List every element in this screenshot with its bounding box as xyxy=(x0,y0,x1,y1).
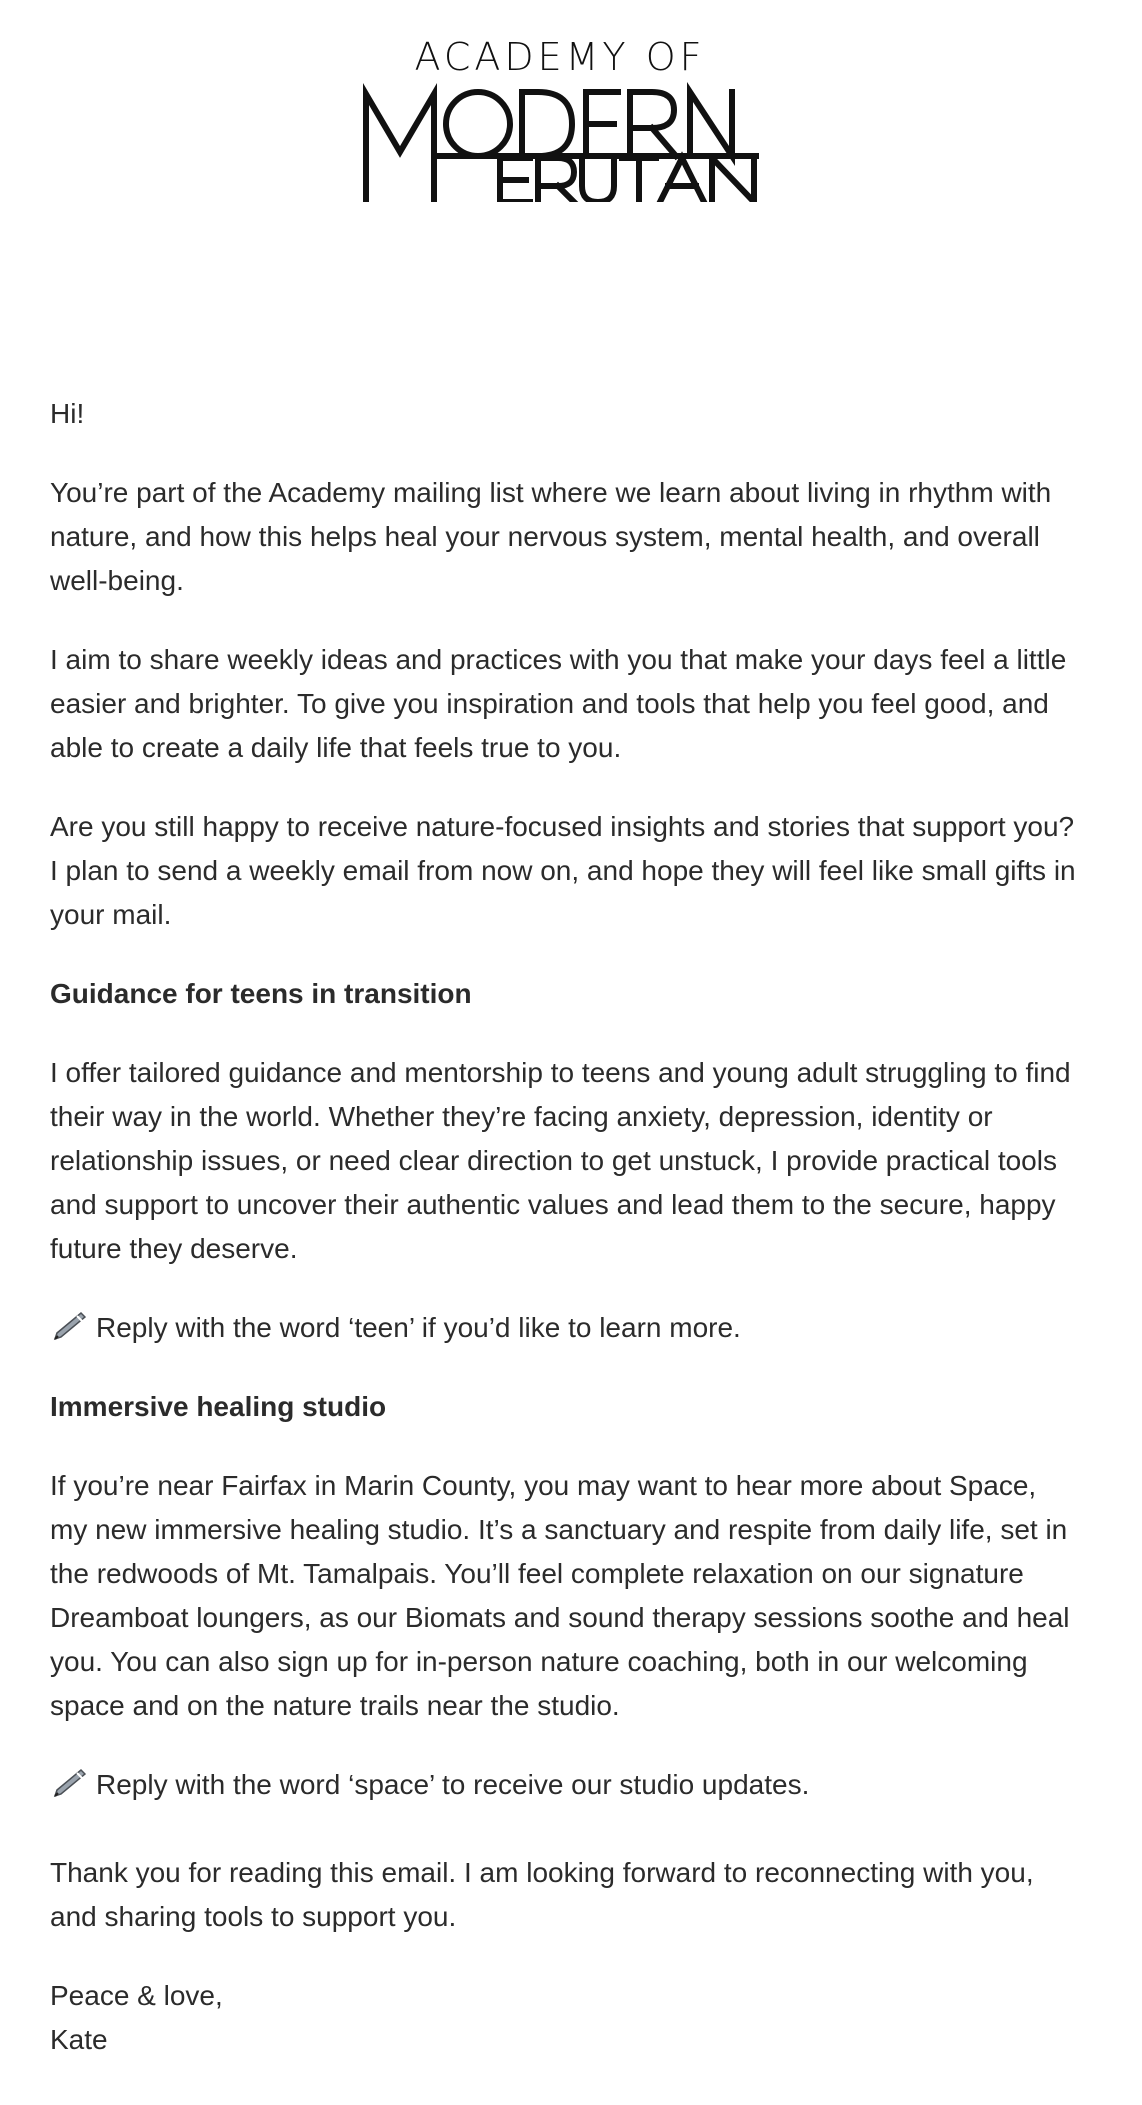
logo-wordmark xyxy=(360,82,760,202)
studio-paragraph: If you’re near Fairfax in Marin County, you may want to hear more about Space, my new immersive healing studio. It’s a sanctuary and respite from daily life, set in the redwoods of Mt. Tamalpais. You’ll feel complete relaxation on our signature Dreamboat loungers, as our Biomats and sound therapy sessions soothe and heal you. You can also sign up for in-person nature coaching, both in our welcoming space and on the nature trails near the studio. xyxy=(50,1470,1070,1721)
teens-reply-line xyxy=(50,1306,1080,1350)
teens-heading: Guidance for teens in transition xyxy=(50,978,472,1009)
studio-reply-text: Reply with the word ‘space’ to receive our studio updates. xyxy=(96,1769,810,1800)
thanks-paragraph: Thank you for reading this email. I am looking forward to reconnecting with you, and sharing tools to support you. xyxy=(50,1857,1034,1932)
academy-logo xyxy=(350,35,770,202)
logo-top-line: ACADEMY OF xyxy=(414,35,706,79)
question-paragraph: Are you still happy to receive nature-focused insights and stories that support you? I plan to send a weekly email from now on, and hope they will feel like small gifts in your mail. xyxy=(50,811,1076,930)
studio-heading: Immersive healing studio xyxy=(50,1391,387,1422)
teens-reply-text: Reply with the word ‘teen’ if you’d like to learn more. xyxy=(96,1312,741,1343)
pen-icon xyxy=(50,1311,86,1341)
signoff: Peace & love, xyxy=(50,1980,223,2011)
greeting: Hi! xyxy=(50,398,85,429)
signature: Kate xyxy=(50,2024,108,2055)
aim-paragraph: I aim to share weekly ideas and practices with you that make your days feel a little easier and brighter. To give you inspiration and tools that help you feel good, and able to create a daily life that feels true to you. xyxy=(50,644,1067,763)
email-body xyxy=(50,392,1080,2062)
intro-paragraph: You’re part of the Academy mailing list where we learn about living in rhythm with nature, and how this helps heal your nervous system, mental health, and overall well-being. xyxy=(50,477,1052,596)
studio-reply-line xyxy=(50,1763,1080,1807)
teens-paragraph: I offer tailored guidance and mentorship to teens and young adult struggling to find their way in the world. Whether they’re facing anxiety, depression, identity or relationship issues, or need clear direction to get unstuck, I provide practical tools and support to uncover their authentic values and lead them to the secure, happy future they deserve. xyxy=(50,1057,1071,1264)
pen-icon xyxy=(50,1768,86,1798)
